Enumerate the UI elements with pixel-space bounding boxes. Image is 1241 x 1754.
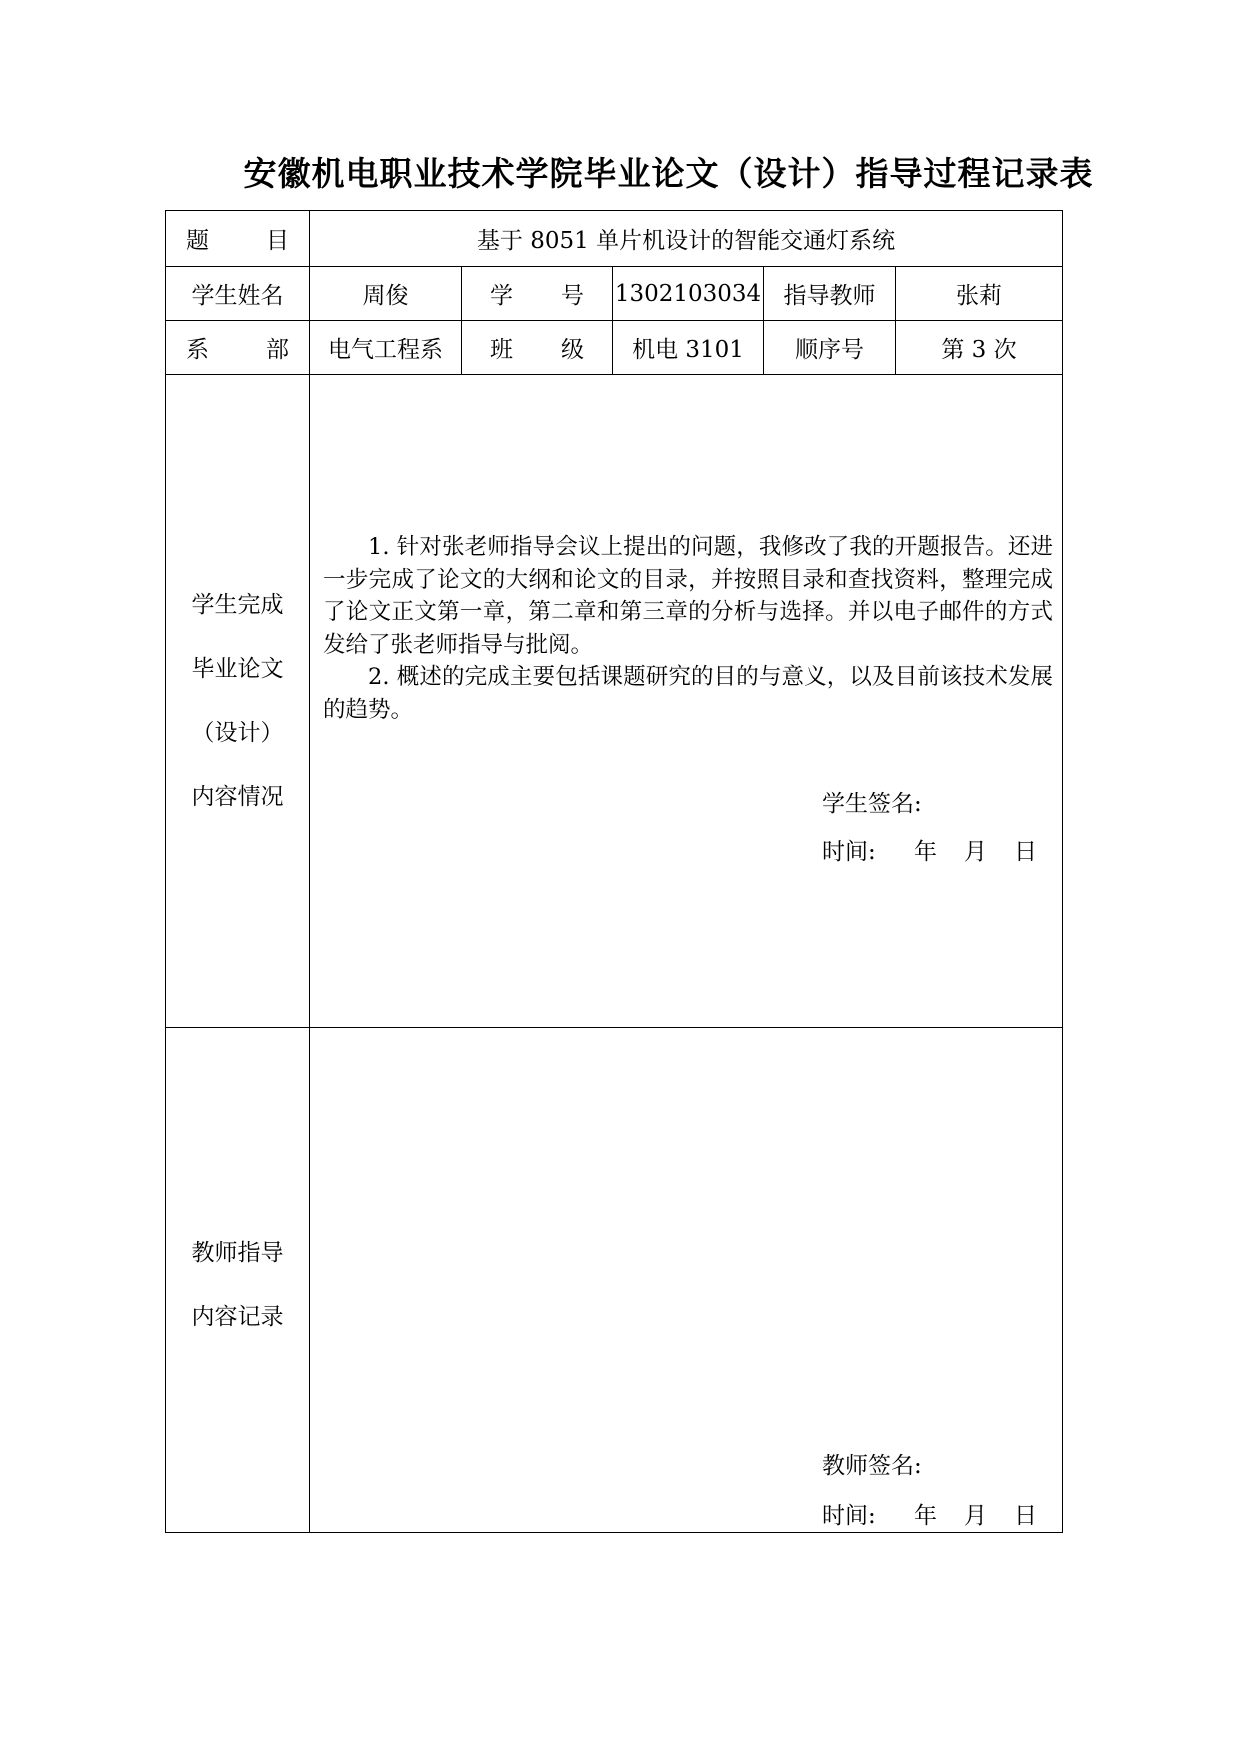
- record-form-table: [165, 210, 1063, 1533]
- student-id-label: 学 号: [490, 283, 584, 309]
- page-title: 安徽机电职业技术学院毕业论文（设计）指导过程记录表: [243, 154, 1094, 193]
- student-id-value: 1302103034: [614, 280, 762, 307]
- class-label: 班 级: [490, 337, 584, 363]
- order-value: 第 3 次: [941, 337, 1017, 363]
- advisor-value: 张莉: [956, 283, 1002, 309]
- label-line: 学生完成: [191, 592, 284, 618]
- label-line: 内容记录: [191, 1304, 284, 1330]
- student-name-label: 学生姓名: [191, 283, 284, 309]
- student-signature-label: 学生签名:: [822, 791, 922, 817]
- label-line: 教师指导: [191, 1240, 284, 1266]
- row-divider: [166, 1027, 1062, 1028]
- label-line: 内容情况: [191, 784, 284, 810]
- label-line: 毕业论文: [191, 656, 284, 682]
- topic-label: 题 目: [186, 228, 289, 254]
- date-label: 时间:: [822, 839, 876, 865]
- student-date-line: [822, 833, 1037, 866]
- class-value: 机电 3101: [632, 337, 744, 363]
- day-label: 日: [1014, 1503, 1037, 1529]
- label-line: （设计）: [191, 720, 284, 746]
- order-label: 顺序号: [795, 337, 864, 363]
- day-label: 日: [1014, 839, 1037, 865]
- year-label: 年: [914, 839, 937, 865]
- teacher-section-label: [166, 1221, 309, 1349]
- advisor-label: 指导教师: [783, 283, 876, 309]
- month-label: 月: [964, 839, 987, 865]
- column-divider: [309, 211, 310, 1532]
- month-label: 月: [964, 1503, 987, 1529]
- teacher-signature-label: 教师签名:: [822, 1453, 922, 1479]
- department-label: 系 部: [186, 337, 289, 363]
- year-label: 年: [914, 1503, 937, 1529]
- content-paragraph: 2. 概述的完成主要包括课题研究的目的与意义，以及目前该技术发展的趋势。: [323, 664, 1053, 723]
- teacher-date-line: [822, 1497, 1037, 1530]
- date-label: 时间:: [822, 1503, 876, 1529]
- student-section-label: [166, 573, 309, 829]
- row-divider: [166, 374, 1062, 375]
- department-value: 电气工程系: [328, 337, 443, 363]
- student-name-value: 周俊: [362, 283, 409, 309]
- content-paragraph: 1. 针对张老师指导会议上提出的问题，我修改了我的开题报告。还进一步完成了论文的大纲和论文的目录，并按照目录和查找资料，整理完成了论文正文第一章，第二章和第三章的分析与选择。并以电子邮件的方式发给了张老师指导与批阅。: [323, 534, 1053, 658]
- student-content: [323, 531, 1053, 726]
- topic-value: 基于 8051 单片机设计的智能交通灯系统: [476, 228, 896, 254]
